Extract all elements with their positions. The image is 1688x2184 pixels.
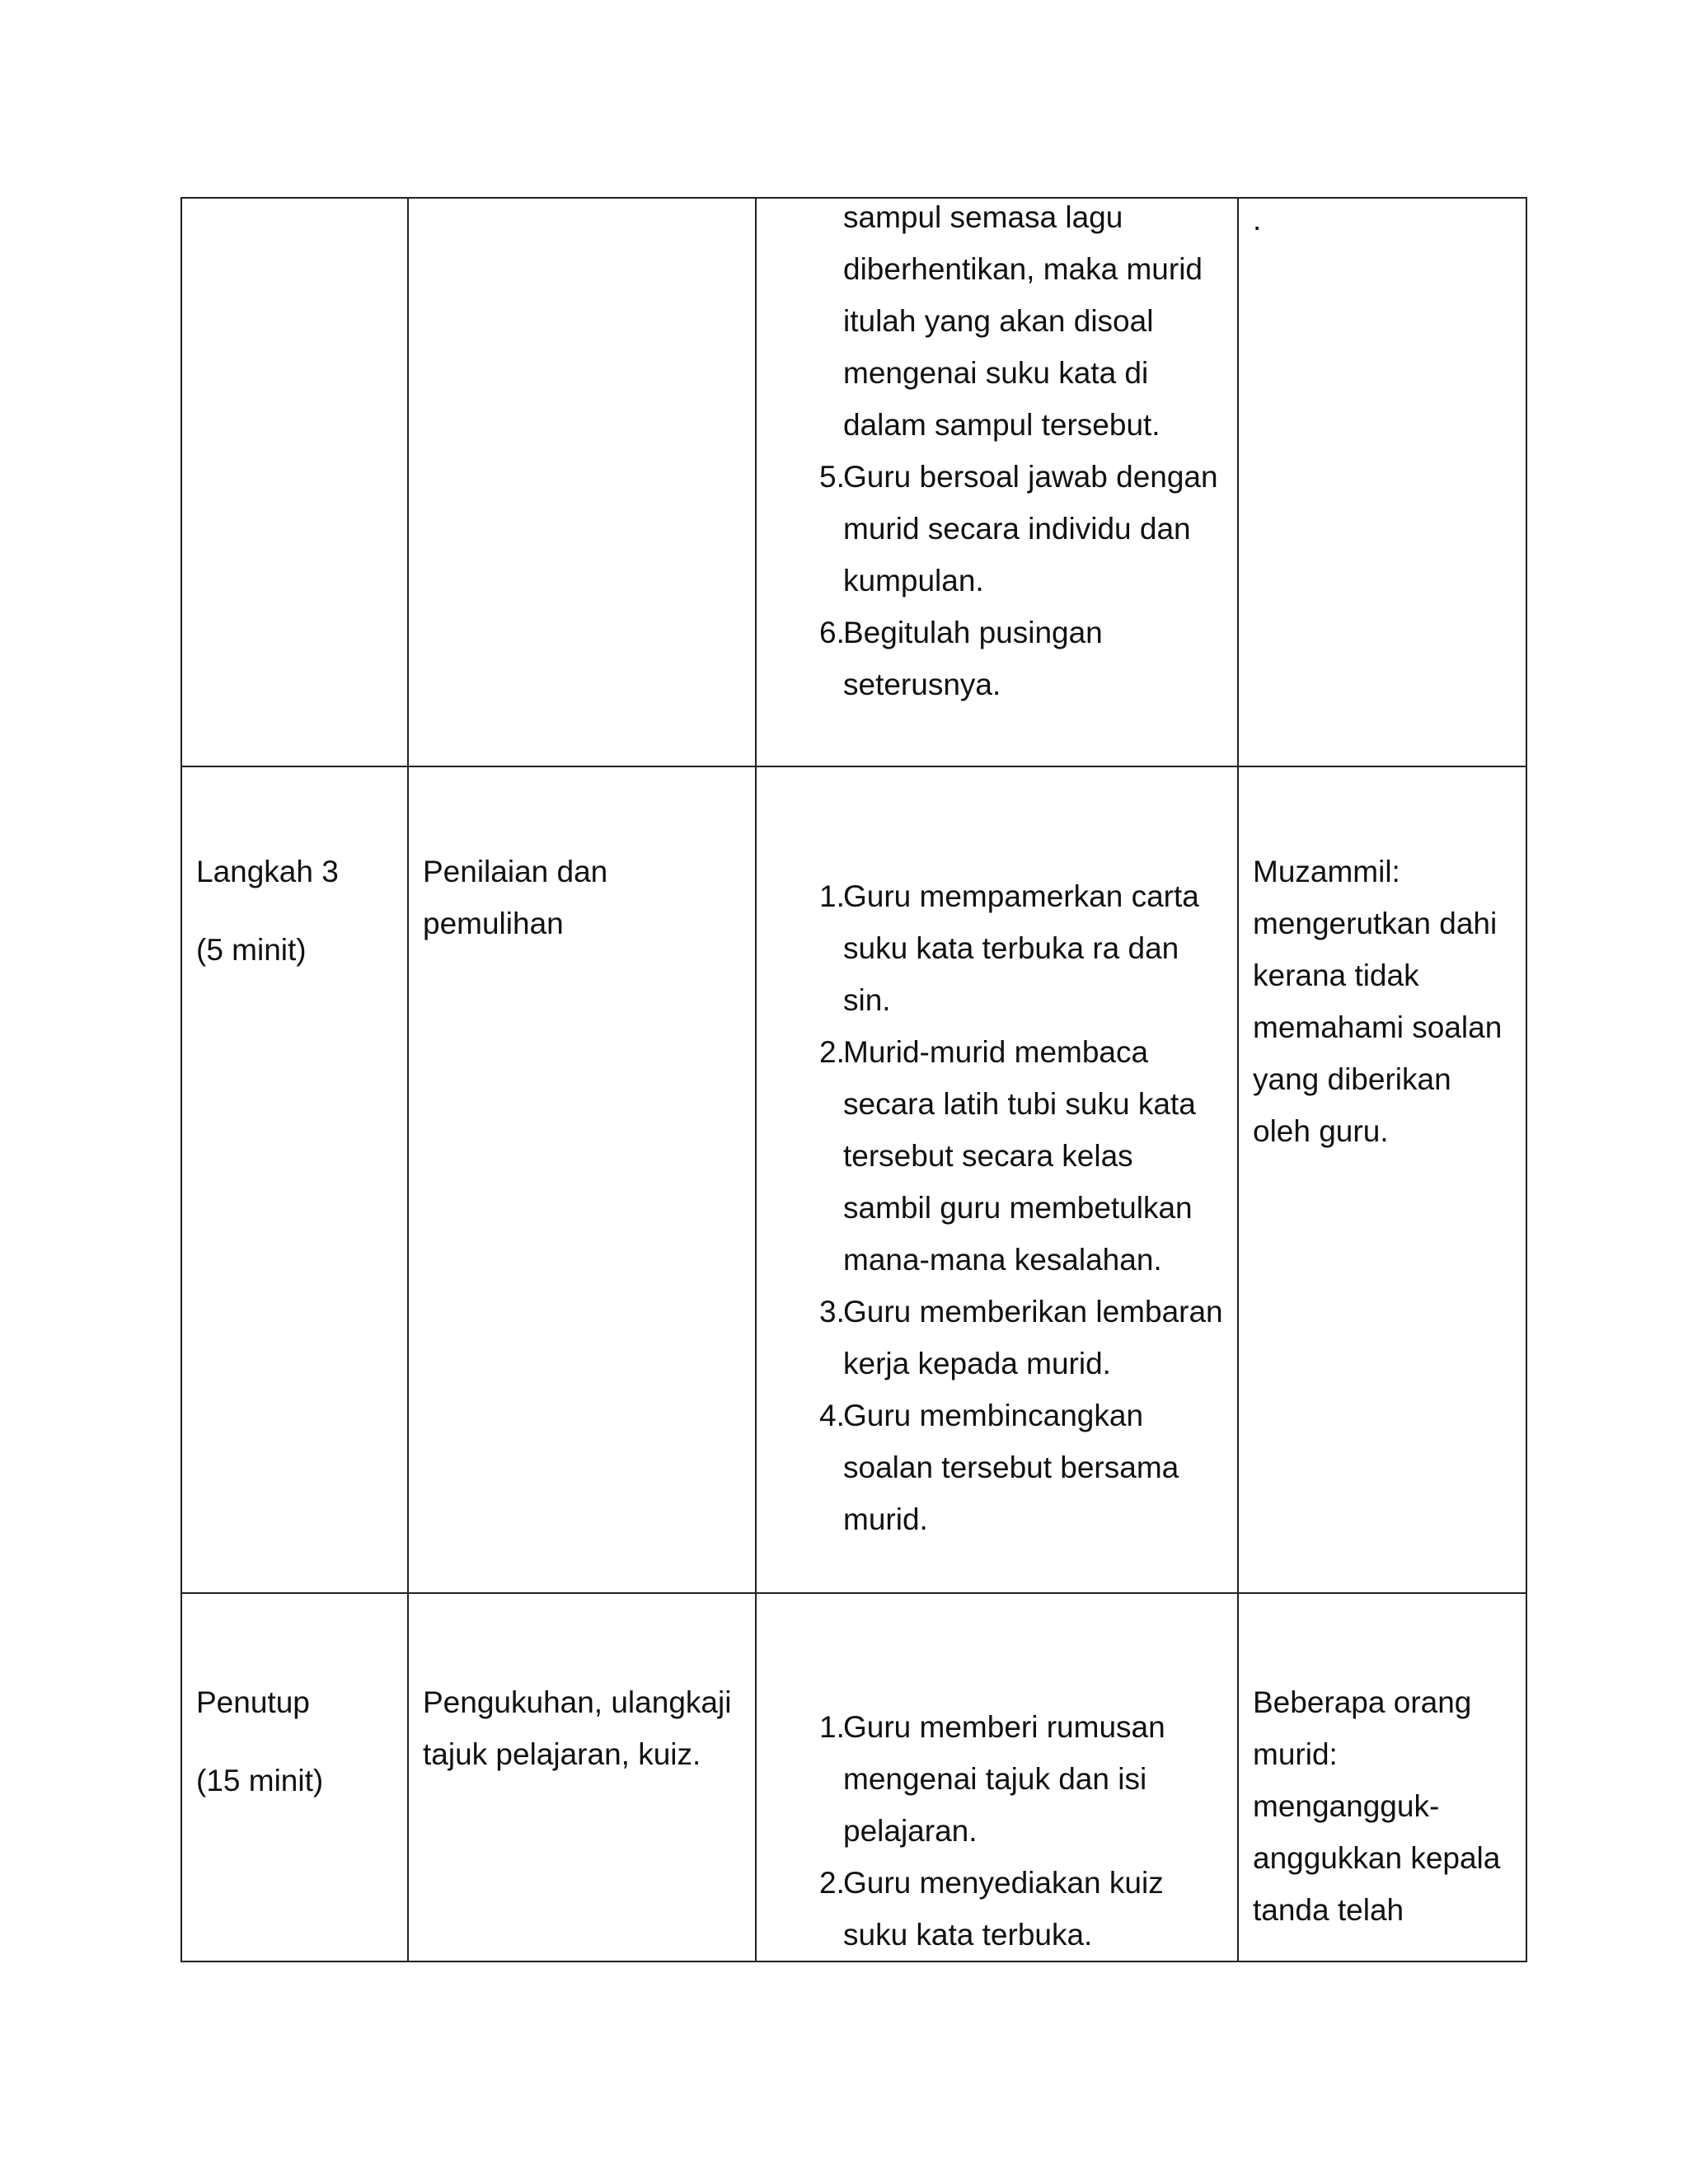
table-row bbox=[181, 766, 1526, 1593]
procedure-list bbox=[771, 1701, 1223, 1961]
step-title: Langkah 3 bbox=[196, 855, 339, 888]
table-row bbox=[181, 1593, 1526, 1961]
list-item bbox=[771, 870, 1223, 1026]
list-item bbox=[771, 1390, 1223, 1545]
step-duration: (5 minit) bbox=[196, 933, 307, 967]
procedure-continuation-text: sampul semasa lagu diberhentikan, maka murid itulah yang akan disoal mengenai suku kata di dalam sampul tersebut. bbox=[843, 200, 1203, 442]
activity-text: Pengukuhan, ulangkaji tajuk pelajaran, kuiz. bbox=[423, 1685, 732, 1771]
list-item bbox=[771, 1857, 1223, 1961]
activity-text: Penilaian dan pemulihan bbox=[423, 855, 608, 940]
list-item-text: Guru mempamerkan carta suku kata terbuka ra dan sin. bbox=[843, 879, 1199, 1017]
step-cell bbox=[181, 766, 408, 1593]
list-item-text: Guru bersoal jawab dengan murid secara individu dan kumpulan. bbox=[843, 460, 1218, 598]
step-cell bbox=[181, 198, 408, 766]
observation-text: Muzammil: mengerutkan dahi kerana tidak memahami soalan yang diberikan oleh guru. bbox=[1253, 855, 1503, 1148]
list-item bbox=[771, 607, 1223, 710]
list-item-number: 4. bbox=[819, 1399, 845, 1432]
activity-cell bbox=[408, 1593, 756, 1961]
list-item-text: Guru memberi rumusan mengenai tajuk dan isi pelajaran. bbox=[843, 1710, 1165, 1848]
list-item bbox=[771, 1026, 1223, 1286]
procedure-cell bbox=[756, 1593, 1238, 1961]
observation-cell bbox=[1238, 766, 1526, 1593]
list-item-number: 1. bbox=[819, 879, 845, 913]
list-item bbox=[771, 1286, 1223, 1390]
list-item-text: Guru membincangkan soalan tersebut bersama murid. bbox=[843, 1399, 1179, 1536]
list-item bbox=[771, 1701, 1223, 1857]
list-item-text: Murid-murid membaca secara latih tubi suku kata tersebut secara kelas sambil guru membetulkan mana-mana kesalahan. bbox=[843, 1035, 1196, 1277]
observation-text: Beberapa orang murid: mengangguk-anggukkan kepala tanda telah bbox=[1253, 1685, 1501, 1927]
list-item-text: Guru memberikan lembaran kerja kepada murid. bbox=[843, 1295, 1223, 1380]
list-item bbox=[771, 451, 1223, 607]
observation-cell bbox=[1238, 1593, 1526, 1961]
list-item-number: 2. bbox=[819, 1035, 845, 1069]
observation-text: . bbox=[1253, 203, 1262, 237]
procedure-cell bbox=[756, 198, 1238, 766]
step-title: Penutup bbox=[196, 1685, 310, 1719]
table-row bbox=[181, 198, 1526, 766]
list-item-number: 1. bbox=[819, 1710, 845, 1744]
list-item-number: 5. bbox=[819, 460, 845, 494]
procedure-list bbox=[771, 870, 1223, 1545]
procedure-cell bbox=[756, 766, 1238, 1593]
observation-cell bbox=[1238, 198, 1526, 766]
lesson-plan-table bbox=[181, 197, 1527, 1962]
activity-cell bbox=[408, 198, 756, 766]
step-duration: (15 minit) bbox=[196, 1764, 324, 1797]
list-item-number: 3. bbox=[819, 1295, 845, 1329]
step-cell bbox=[181, 1593, 408, 1961]
procedure-list bbox=[771, 451, 1223, 710]
list-item-number: 6. bbox=[819, 616, 845, 649]
list-item-number: 2. bbox=[819, 1866, 845, 1900]
activity-cell bbox=[408, 766, 756, 1593]
list-item-text: Begitulah pusingan seterusnya. bbox=[843, 616, 1103, 701]
list-item-text: Guru menyediakan kuiz suku kata terbuka. bbox=[843, 1866, 1164, 1952]
